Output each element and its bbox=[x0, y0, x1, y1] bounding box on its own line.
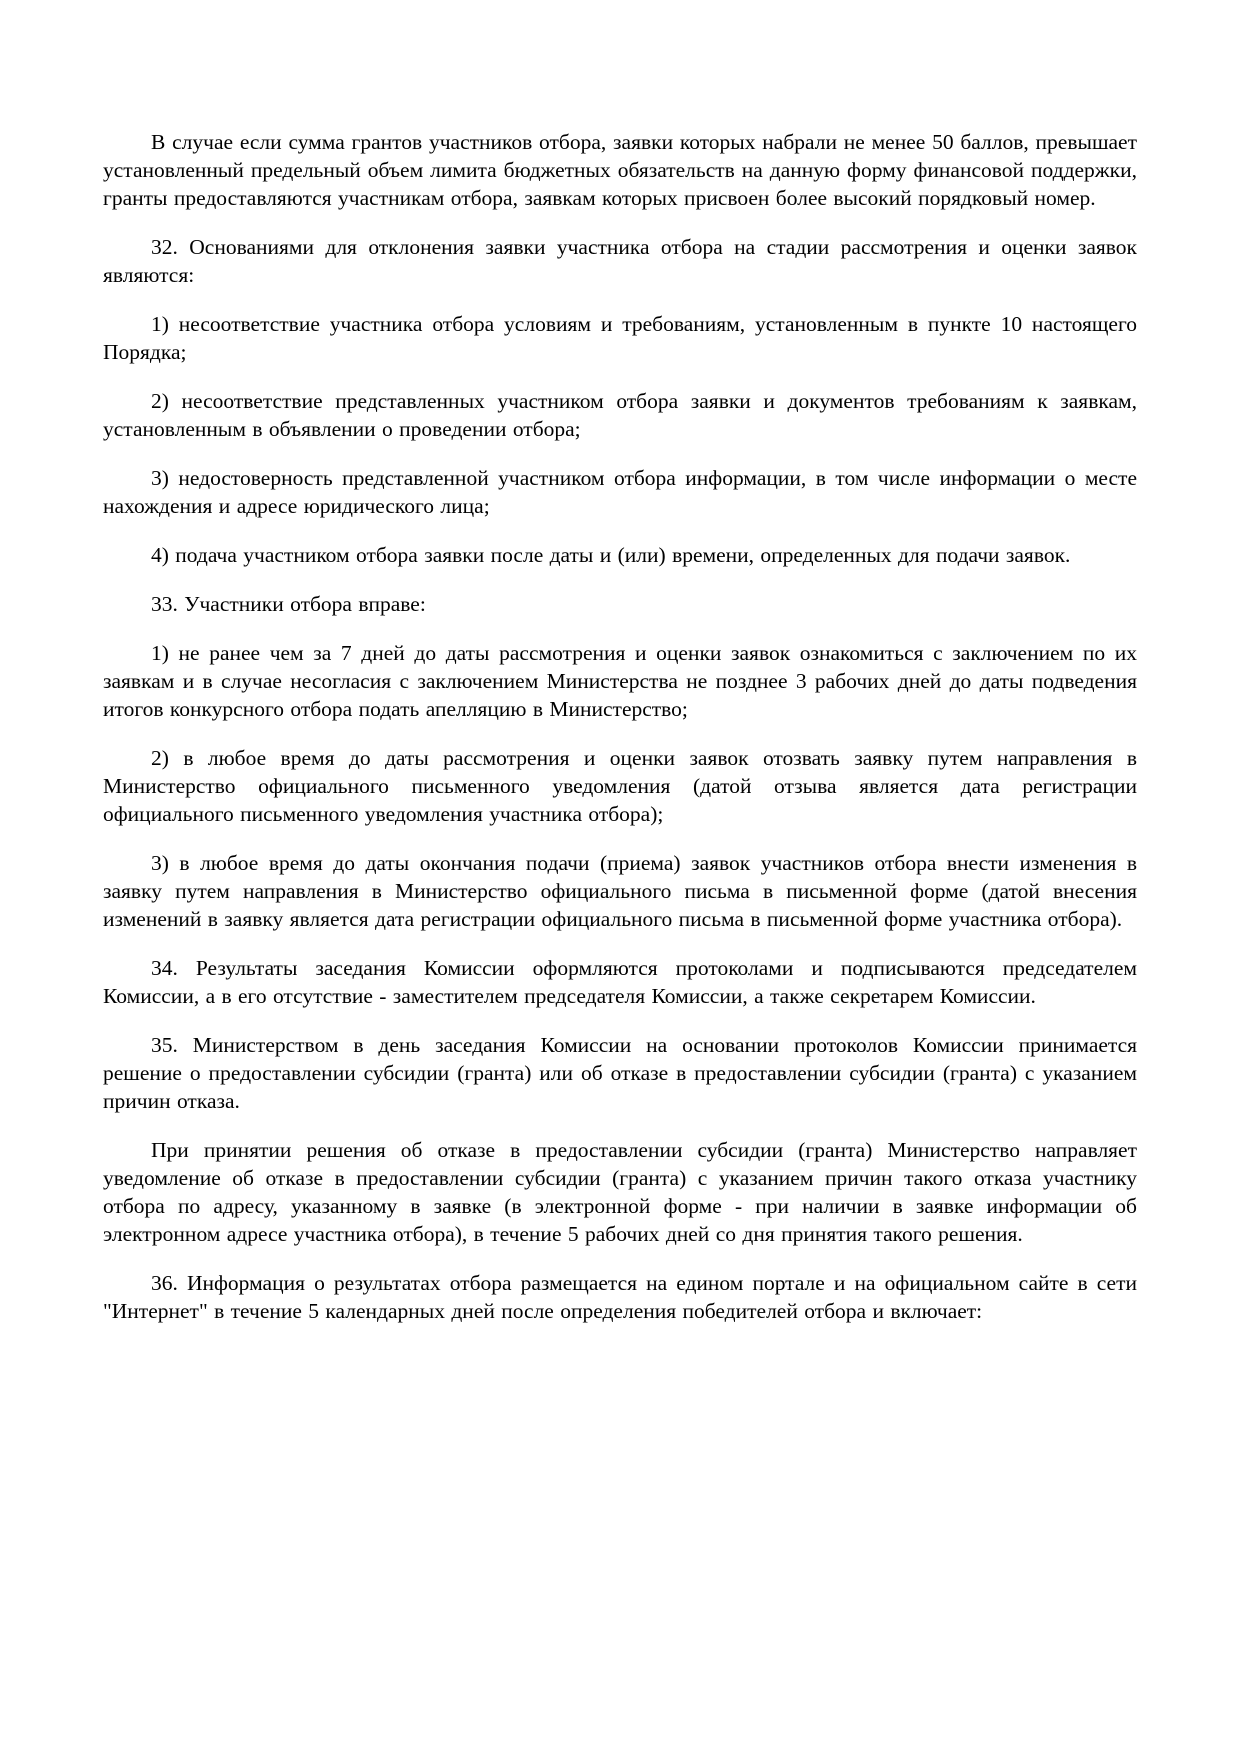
paragraph: 1) не ранее чем за 7 дней до даты рассмотрения и оценки заявок ознакомиться с заключением по их заявкам и в случае несогласия с заключением Министерства не позднее 3 рабочих дней до даты подведения итогов конкурсного отбора подать апелляцию в Министерство; bbox=[103, 641, 1137, 721]
paragraph: 1) несоответствие участника отбора условиям и требованиям, установленным в пункте 10 настоящего Порядка; bbox=[103, 312, 1137, 364]
paragraph: 33. Участники отбора вправе: bbox=[151, 592, 426, 616]
document-body bbox=[103, 128, 1137, 1325]
paragraph: 32. Основаниями для отклонения заявки участника отбора на стадии рассмотрения и оценки заявок являются: bbox=[103, 235, 1137, 287]
paragraph: 4) подача участником отбора заявки после даты и (или) времени, определенных для подачи заявок. bbox=[151, 543, 1071, 567]
paragraph: 2) в любое время до даты рассмотрения и оценки заявок отозвать заявку путем направления в Министерство официального письменного уведомления (датой отзыва является дата регистрации официального письменного уведомления участника отбора); bbox=[103, 746, 1137, 826]
paragraph: 2) несоответствие представленных участником отбора заявки и документов требованиям к заявкам, установленным в объявлении о проведении отбора; bbox=[103, 389, 1137, 441]
paragraph: В случае если сумма грантов участников отбора, заявки которых набрали не менее 50 баллов, превышает установленный предельный объем лимита бюджетных обязательств на данную форму финансовой поддержки, гранты предоставляются участникам отбора, заявкам которых присвоен более высокий порядковый номер. bbox=[103, 130, 1137, 210]
paragraph: При принятии решения об отказе в предоставлении субсидии (гранта) Министерство направляет уведомление об отказе в предоставлении субсидии (гранта) с указанием причин такого отказа участнику отбора по адресу, указанному в заявке (в электронной форме - при наличии в заявке информации об электронном адресе участника отбора), в течение 5 рабочих дней со дня принятия такого решения. bbox=[103, 1138, 1137, 1246]
paragraph: 35. Министерством в день заседания Комиссии на основании протоколов Комиссии принимается решение о предоставлении субсидии (гранта) или об отказе в предоставлении субсидии (гранта) с указанием причин отказа. bbox=[103, 1033, 1137, 1113]
paragraph: 3) недостоверность представленной участником отбора информации, в том числе информации о месте нахождения и адресе юридического лица; bbox=[103, 466, 1137, 518]
paragraph: 34. Результаты заседания Комиссии оформляются протоколами и подписываются председателем Комиссии, а в его отсутствие - заместителем председателя Комиссии, а также секретарем Комиссии. bbox=[103, 956, 1137, 1008]
paragraph: 3) в любое время до даты окончания подачи (приема) заявок участников отбора внести изменения в заявку путем направления в Министерство официального письма в письменной форме (датой внесения изменений в заявку является дата регистрации официального письма в письменной форме участника отбора). bbox=[103, 851, 1137, 931]
paragraph: 36. Информация о результатах отбора размещается на едином портале и на официальном сайте в сети "Интернет" в течение 5 календарных дней после определения победителей отбора и включает: bbox=[103, 1271, 1137, 1323]
